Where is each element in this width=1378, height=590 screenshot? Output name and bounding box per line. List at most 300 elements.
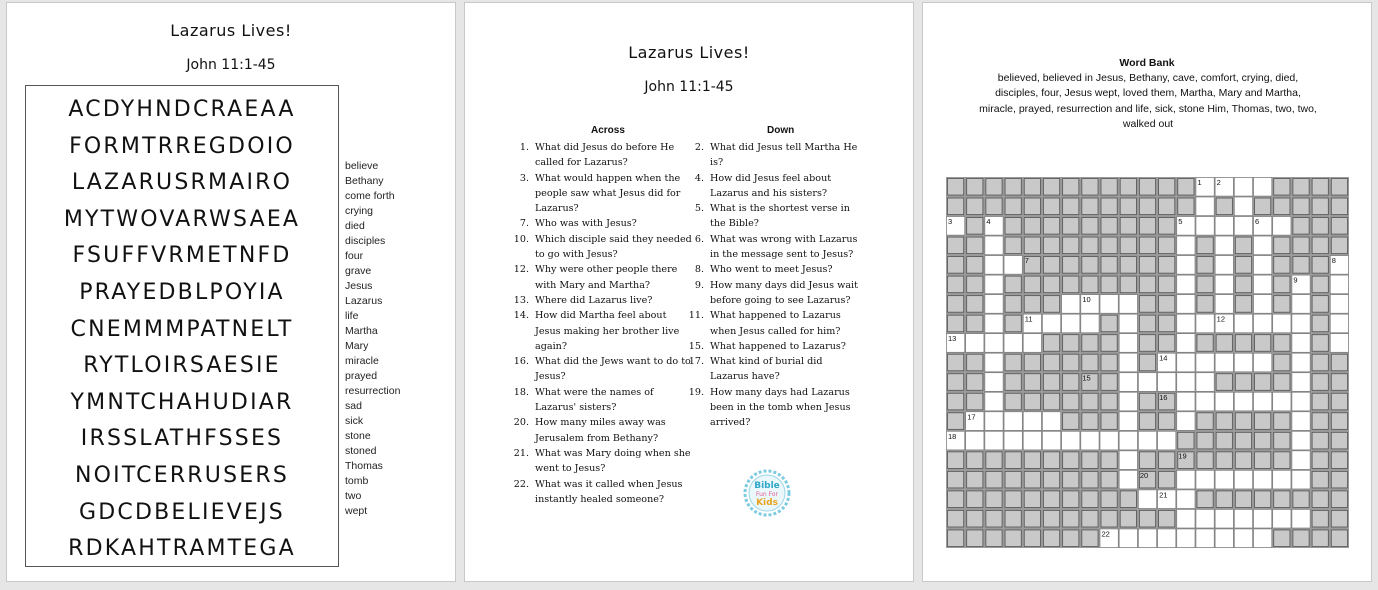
word-search-row: MYTWOVARWSAEA (63, 206, 301, 232)
word-list-item: tomb (345, 475, 369, 487)
crossword-answer-cell (1254, 353, 1272, 372)
crossword-clue-number: 11 (1024, 314, 1033, 324)
crossword-answer-cell (1330, 295, 1348, 314)
crossword-answer-cell (1196, 217, 1214, 236)
crossword-answer-cell (1100, 431, 1118, 450)
crossword-block-cell (986, 491, 1002, 508)
clue-number: 12. (513, 264, 529, 276)
crossword-block-cell (1063, 198, 1079, 215)
crossword-clue-number: 21 (1159, 490, 1168, 500)
crossword-answer-cell (985, 314, 1003, 333)
crossword-block-cell (948, 257, 964, 274)
crossword-block-cell (1274, 530, 1290, 547)
crossword-block-cell (1082, 276, 1098, 293)
crossword-answer-cell (1177, 353, 1195, 372)
crossword-block-cell (1331, 432, 1347, 449)
crossword-block-cell (1024, 452, 1040, 469)
crossword-block-cell (948, 491, 964, 508)
crossword-block-cell (1063, 237, 1079, 254)
crossword-answer-cell (985, 256, 1003, 275)
crossword-answer-cell (1292, 334, 1310, 353)
crossword-answer-cell (1215, 392, 1233, 411)
crossword-answer-cell (1177, 295, 1195, 314)
crossword-block-cell (1139, 354, 1155, 371)
crossword-answer-cell (1215, 275, 1233, 294)
crossword-block-cell (1274, 452, 1290, 469)
crossword-answer-cell (1215, 470, 1233, 489)
clue-number: 9. (694, 279, 704, 291)
across-clue (513, 477, 693, 508)
word-list-item: Jesus (345, 280, 373, 292)
crossword-block-cell (1274, 237, 1290, 254)
clue-text: How did Martha feel about Jesus making her brother live again? (535, 310, 680, 352)
word-list-item: sick (345, 415, 364, 427)
crossword-block-cell (1331, 510, 1347, 527)
crossword-answer-cell (1254, 178, 1272, 197)
word-list-item: wept (345, 505, 368, 517)
crossword-block-cell (1139, 237, 1155, 254)
down-clue (688, 262, 863, 277)
crossword-block-cell (1197, 276, 1213, 293)
clue-text: Which disciple said they needed to go with Jesus? (535, 233, 692, 261)
crossword-block-cell (1043, 179, 1059, 196)
crossword-block-cell (1063, 179, 1079, 196)
crossword-answer-cell (1254, 529, 1272, 548)
crossword-block-cell (1120, 198, 1136, 215)
crossword-block-cell (1101, 218, 1117, 235)
word-search-row: RYTLOIRSAESIE (83, 353, 281, 379)
word-list-item: grave (345, 265, 372, 277)
down-clue (688, 232, 863, 263)
down-clue (688, 354, 863, 385)
crossword-block-cell (1082, 354, 1098, 371)
crossword-answer-cell (1254, 470, 1272, 489)
crossword-block-cell (967, 510, 983, 527)
crossword-clue-number: 5 (1178, 217, 1183, 227)
crossword-answer-cell (1234, 392, 1252, 411)
clue-number: 5. (694, 203, 704, 215)
crossword-answer-cell (1023, 412, 1041, 431)
clue-text: What did Jesus do before He called for Lazarus? (535, 142, 675, 169)
crossword-answer-cell (1119, 451, 1137, 470)
crossword-block-cell (1120, 237, 1136, 254)
crossword-block-cell (1197, 335, 1213, 352)
crossword-block-cell (1216, 198, 1232, 215)
crossword-answer-cell (1004, 334, 1022, 353)
word-search-row: RDKAHTRAMTEGA (68, 536, 296, 562)
crossword-block-cell (1312, 315, 1328, 332)
clue-text: What would happen when the people saw what Jesus did for Lazarus? (535, 172, 681, 215)
crossword-answer-cell (1177, 373, 1195, 392)
word-list-item: disciples (345, 235, 386, 247)
crossword-block-cell (1043, 510, 1059, 527)
crossword-block-cell (986, 452, 1002, 469)
crossword-answer-cell (1119, 431, 1137, 450)
down-clue (688, 201, 863, 232)
crossword-answer-cell (985, 236, 1003, 255)
bible-fun-for-kids-logo (743, 469, 791, 517)
crossword-answer-cell (1138, 373, 1156, 392)
crossword-block-cell (1101, 393, 1117, 410)
clue-number: 4. (694, 172, 704, 184)
word-search-row: LAZARUSRMAIRO (71, 170, 293, 196)
crossword-block-cell (986, 198, 1002, 215)
crossword-block-cell (1197, 296, 1213, 313)
crossword-block-cell (1139, 296, 1155, 313)
crossword-answer-cell (1119, 334, 1137, 353)
crossword-block-cell (1063, 335, 1079, 352)
crossword-block-cell (1120, 510, 1136, 527)
crossword-block-cell (1139, 218, 1155, 235)
crossword-block-cell (1139, 257, 1155, 274)
crossword-block-cell (1024, 237, 1040, 254)
crossword-answer-cell (1004, 256, 1022, 275)
crossword-block-cell (1024, 218, 1040, 235)
crossword-grid-page (922, 2, 1372, 582)
crossword-answer-cell (1196, 509, 1214, 528)
crossword-block-cell (1063, 452, 1079, 469)
word-list-item: miracle (345, 355, 379, 367)
crossword-block-cell (1139, 393, 1155, 410)
down-clue (688, 278, 863, 309)
clue-number: 6. (694, 233, 704, 245)
crossword-block-cell (967, 393, 983, 410)
crossword-block-cell (1159, 218, 1175, 235)
clue-number: 16. (513, 356, 529, 368)
clue-text: How many miles away was Jerusalem from Bethany? (535, 417, 666, 444)
word-search-page (6, 2, 456, 582)
crossword-block-cell (1101, 237, 1117, 254)
crossword-block-cell (1331, 413, 1347, 430)
crossword-clue-number: 20 (1139, 470, 1149, 480)
crossword-block-cell (1331, 354, 1347, 371)
crossword-block-cell (1101, 491, 1117, 508)
crossword-block-cell (1101, 354, 1117, 371)
crossword-answer-cell (1100, 295, 1118, 314)
crossword-answer-cell (966, 431, 984, 450)
crossword-clue-number: 14 (1159, 353, 1168, 363)
word-search-row: NOITCERRUSERS (74, 462, 290, 488)
crossword-answer-cell (1023, 334, 1041, 353)
crossword-block-cell (1274, 432, 1290, 449)
crossword-clue-number: 22 (1101, 529, 1110, 539)
crossword-block-cell (948, 374, 964, 391)
crossword-block-cell (1235, 432, 1251, 449)
crossword-block-cell (1005, 530, 1021, 547)
word-search-reference: John 11:1-45 (186, 57, 276, 73)
across-clue (513, 308, 693, 354)
crossword-answer-cell (1177, 490, 1195, 509)
crossword-block-cell (1005, 393, 1021, 410)
crossword-block-cell (1024, 510, 1040, 527)
crossword-block-cell (1005, 354, 1021, 371)
crossword-block-cell (1274, 354, 1290, 371)
crossword-answer-cell (1177, 334, 1195, 353)
crossword-block-cell (1197, 452, 1213, 469)
crossword-block-cell (967, 257, 983, 274)
crossword-block-cell (1293, 218, 1309, 235)
crossword-block-cell (1082, 393, 1098, 410)
crossword-block-cell (967, 276, 983, 293)
crossword-answer-cell (1292, 392, 1310, 411)
crossword-answer-cell (1158, 529, 1176, 548)
crossword-answer-cell (985, 275, 1003, 294)
crossword-answer-cell (1330, 275, 1348, 294)
word-list-item: Martha (345, 325, 378, 337)
crossword-block-cell (1197, 413, 1213, 430)
crossword-answer-cell (1234, 470, 1252, 489)
crossword-block-cell (1312, 452, 1328, 469)
crossword-block-cell (1197, 237, 1213, 254)
crossword-block-cell (1063, 354, 1079, 371)
crossword-block-cell (1235, 237, 1251, 254)
crossword-clue-number: 1 (1197, 178, 1202, 187)
crossword-block-cell (1139, 179, 1155, 196)
crossword-answer-cell (1273, 470, 1291, 489)
crossword-answer-cell (1138, 490, 1156, 509)
crossword-block-cell (1024, 393, 1040, 410)
across-clue (513, 446, 693, 477)
crossword-block-cell (1331, 452, 1347, 469)
crossword-block-cell (1101, 510, 1117, 527)
crossword-block-cell (948, 413, 964, 430)
crossword-block-cell (1235, 452, 1251, 469)
clue-number: 11. (688, 310, 704, 322)
across-clue (513, 354, 693, 385)
logo-text-fun-for: Fun For (755, 491, 779, 498)
clue-text: What is the shortest verse in the Bible? (710, 203, 850, 230)
crossword-answer-cell (1177, 529, 1195, 548)
crossword-block-cell (1159, 257, 1175, 274)
crossword-block-cell (1082, 471, 1098, 488)
crossword-clue-number: 13 (948, 334, 957, 344)
crossword-block-cell (1005, 374, 1021, 391)
word-list-item: stoned (345, 445, 377, 457)
crossword-answer-cell (985, 392, 1003, 411)
crossword-block-cell (1043, 491, 1059, 508)
crossword-answer-cell (1273, 392, 1291, 411)
word-list-item: stone (345, 430, 371, 442)
crossword-block-cell (1312, 530, 1328, 547)
crossword-block-cell (1235, 257, 1251, 274)
crossword-block-cell (1082, 510, 1098, 527)
clue-number: 22. (513, 478, 529, 490)
crossword-answer-cell (1119, 353, 1137, 372)
crossword-clue-number: 10 (1082, 295, 1091, 305)
clue-number: 15. (688, 340, 704, 352)
crossword-answer-cell (1330, 334, 1348, 353)
crossword-answer-cell (1215, 295, 1233, 314)
crossword-answer-cell (1273, 509, 1291, 528)
crossword-answer-cell (1292, 314, 1310, 333)
across-clue (513, 293, 693, 308)
crossword-block-cell (1235, 374, 1251, 391)
clue-text: How did Jesus feel about Lazarus and his sisters? (710, 172, 832, 199)
clue-text: What did Jesus tell Martha He is? (710, 142, 858, 169)
crossword-block-cell (1024, 198, 1040, 215)
crossword-block-cell (1024, 276, 1040, 293)
down-clue (688, 339, 863, 354)
clue-text: Where did Lazarus live? (535, 294, 653, 306)
crossword-block-cell (948, 296, 964, 313)
crossword-block-cell (1063, 218, 1079, 235)
clues-title: Lazarus Lives! (628, 43, 750, 62)
crossword-block-cell (948, 179, 964, 196)
crossword-block-cell (1082, 530, 1098, 547)
clue-number: 17. (688, 356, 704, 368)
word-list-item: sad (345, 400, 362, 412)
across-clue-list (513, 140, 693, 507)
crossword-answer-cell (1330, 314, 1348, 333)
crossword-block-cell (1024, 491, 1040, 508)
crossword-answer-cell (1081, 431, 1099, 450)
crossword-clue-number: 17 (967, 412, 976, 422)
crossword-block-cell (1312, 393, 1328, 410)
crossword-block-cell (1159, 276, 1175, 293)
crossword-block-cell (1159, 296, 1175, 313)
crossword-block-cell (1235, 335, 1251, 352)
word-list-item: Lazarus (345, 295, 383, 307)
crossword-block-cell (1082, 413, 1098, 430)
crossword-block-cell (1216, 491, 1232, 508)
crossword-answer-cell (1004, 412, 1022, 431)
crossword-block-cell (948, 393, 964, 410)
word-list-item: died (345, 220, 365, 232)
crossword-block-cell (1293, 530, 1309, 547)
down-clue (688, 385, 863, 431)
word-search-grid (25, 85, 339, 567)
crossword-answer-cell (1234, 509, 1252, 528)
crossword-block-cell (1005, 471, 1021, 488)
crossword-block-cell (948, 315, 964, 332)
crossword-answer-cell (1158, 373, 1176, 392)
crossword-answer-cell (1023, 431, 1041, 450)
crossword-block-cell (1101, 276, 1117, 293)
crossword-block-cell (1331, 198, 1347, 215)
crossword-answer-cell (1062, 295, 1080, 314)
word-search-title: Lazarus Lives! (170, 21, 292, 40)
crossword-block-cell (1024, 296, 1040, 313)
clue-text: What was wrong with Lazarus in the message sent to Jesus? (710, 233, 858, 261)
crossword-block-cell (1063, 257, 1079, 274)
crossword-block-cell (1293, 198, 1309, 215)
crossword-answer-cell (1292, 470, 1310, 489)
crossword-block-cell (1274, 257, 1290, 274)
crossword-answer-cell (1138, 529, 1156, 548)
crossword-clue-number: 18 (948, 431, 957, 441)
crossword-block-cell (967, 354, 983, 371)
crossword-answer-cell (1042, 431, 1060, 450)
crossword-answer-cell (1081, 314, 1099, 333)
crossword-block-cell (1159, 237, 1175, 254)
crossword-answer-cell (1177, 470, 1195, 489)
crossword-block-cell (1005, 296, 1021, 313)
crossword-answer-cell (1196, 373, 1214, 392)
crossword-block-cell (1043, 471, 1059, 488)
crossword-block-cell (967, 374, 983, 391)
crossword-block-cell (986, 179, 1002, 196)
crossword-answer-cell (1119, 529, 1137, 548)
clue-text: What happened to Lazarus? (710, 340, 846, 352)
clue-number: 20. (513, 417, 529, 429)
crossword-answer-cell (1177, 256, 1195, 275)
crossword-answer-cell (1215, 353, 1233, 372)
word-search-row: FSUFFVRMETNFD (72, 243, 292, 269)
crossword-block-cell (1274, 413, 1290, 430)
crossword-block-cell (967, 179, 983, 196)
crossword-block-cell (967, 452, 983, 469)
crossword-block-cell (967, 315, 983, 332)
word-search-row: IRSSLATHFSSES (80, 426, 284, 452)
clue-number: 2. (694, 142, 704, 153)
clue-number: 14. (513, 310, 529, 322)
crossword-block-cell (1101, 413, 1117, 430)
crossword-clues-page (464, 2, 914, 582)
crossword-block-cell (1082, 179, 1098, 196)
crossword-block-cell (1005, 276, 1021, 293)
crossword-block-cell (1043, 237, 1059, 254)
crossword-answer-cell (1196, 392, 1214, 411)
word-list-item: come forth (345, 190, 395, 202)
crossword-block-cell (1120, 491, 1136, 508)
crossword-answer-cell (1138, 431, 1156, 450)
crossword-block-cell (1216, 432, 1232, 449)
crossword-block-cell (1024, 179, 1040, 196)
crossword-block-cell (1043, 393, 1059, 410)
crossword-block-cell (1005, 179, 1021, 196)
crossword-answer-cell (1196, 529, 1214, 548)
crossword-block-cell (1043, 276, 1059, 293)
crossword-block-cell (948, 198, 964, 215)
crossword-block-cell (1024, 374, 1040, 391)
crossword-block-cell (1312, 374, 1328, 391)
crossword-answer-cell (1004, 431, 1022, 450)
word-search-row: PRAYEDBLPOYIA (79, 279, 285, 305)
crossword-clue-number: 3 (948, 217, 953, 227)
crossword-block-cell (1082, 335, 1098, 352)
crossword-block-cell (948, 276, 964, 293)
crossword-answer-cell (1215, 217, 1233, 236)
crossword-answer-cell (1254, 295, 1272, 314)
crossword-block-cell (1312, 471, 1328, 488)
word-list-item: life (345, 310, 359, 322)
clue-text: What was Mary doing when she went to Jesus? (535, 447, 691, 475)
crossword-block-cell (1101, 179, 1117, 196)
crossword-answer-cell (985, 334, 1003, 353)
crossword-block-cell (1159, 471, 1175, 488)
crossword-answer-cell (1254, 509, 1272, 528)
crossword-block-cell (1005, 510, 1021, 527)
crossword-block-cell (1255, 432, 1271, 449)
crossword-answer-cell (1177, 275, 1195, 294)
crossword-block-cell (1312, 276, 1328, 293)
crossword-answer-cell (1254, 392, 1272, 411)
crossword-block-cell (1139, 276, 1155, 293)
crossword-answer-cell (1177, 392, 1195, 411)
crossword-answer-cell (985, 431, 1003, 450)
crossword-block-cell (1101, 315, 1117, 332)
crossword-block-cell (1312, 354, 1328, 371)
crossword-block-cell (1101, 257, 1117, 274)
crossword-block-cell (1063, 413, 1079, 430)
crossword-block-cell (1120, 276, 1136, 293)
crossword-block-cell (1005, 452, 1021, 469)
crossword-block-cell (1274, 276, 1290, 293)
crossword-block-cell (1312, 198, 1328, 215)
crossword-answer-cell (1119, 392, 1137, 411)
crossword-block-cell (1005, 315, 1021, 332)
clue-number: 3. (519, 172, 529, 184)
